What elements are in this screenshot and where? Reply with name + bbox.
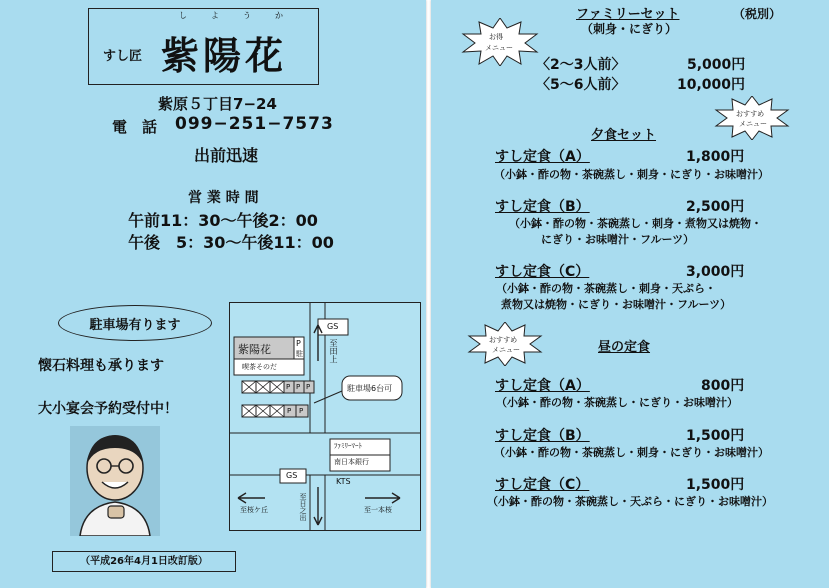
dinner-item-b-desc-1: （小鉢・酢の物・茶碗蒸し・刺身・煮物又は焼物・ [509, 217, 762, 230]
parking-text: 駐車場有ります [89, 318, 181, 333]
hours-line-1: 午前11：30〜午後2：00 [128, 211, 318, 230]
map-parking-note: 駐車場6台可 [347, 384, 393, 393]
ruby-4: か [275, 11, 283, 20]
map-gs-bottom: GS [286, 471, 298, 480]
family-set-title: ファミリーセット [576, 7, 680, 22]
map-p-cell-3: P [306, 383, 311, 391]
map-p-cell-2: P [296, 383, 301, 391]
lunch-badge-line2: メニュー [492, 346, 520, 354]
map-p-cell-1: P [286, 383, 291, 391]
map-roads [230, 303, 420, 530]
tax-note: （税別） [733, 7, 782, 21]
lunch-item-a-name: すし定食（A） [495, 378, 590, 394]
dinner-badge-line1: おすすめ [736, 110, 765, 118]
right-menu-page [431, 0, 829, 588]
chef-illustration [70, 426, 160, 536]
family-set-item-2-label: 〈5〜6人前〉 [536, 77, 626, 93]
map-p-cell-5: P [299, 407, 304, 415]
shop-name: 紫陽花 [161, 33, 288, 78]
dinner-title: 夕食セット [591, 128, 657, 143]
banquet-text: 大小宴会予約受付中！ [38, 401, 178, 417]
lunch-badge-line1: おすすめ [489, 336, 518, 344]
dinner-item-c-desc-1: （小鉢・酢の物・茶碗蒸し・刺身・天ぷら・ [496, 282, 716, 295]
lunch-item-c-desc: （小鉢・酢の物・茶碗蒸し・天ぷら・にぎり・お味噌汁） [487, 495, 773, 508]
deal-badge [461, 18, 539, 66]
family-set-item-2-price: 10,000円 [677, 77, 746, 93]
hours-title: 営 業 時 間 [188, 190, 259, 206]
map-shop-label: 紫陽花 [238, 343, 271, 356]
chef-face-icon [70, 426, 160, 536]
kaiseki-text: 懐石料理も承ります [38, 358, 164, 374]
map-p-label: P [296, 339, 301, 348]
family-set-subtitle: （刺身・にぎり） [581, 22, 678, 36]
map-left-dest: 至桜ケ丘 [240, 506, 268, 514]
shop-prefix: すし匠 [103, 49, 143, 64]
hours-line-2: 午後 5：30〜午後11：00 [128, 233, 334, 252]
map-neighbor-label: 喫茶そのだ [242, 363, 277, 371]
ruby-2: よ [211, 11, 219, 20]
lunch-recommend-badge [467, 322, 543, 366]
delivery-text: 出前迅速 [194, 146, 259, 165]
map-gs-top: GS [327, 322, 339, 331]
dinner-item-a-desc: （小鉢・酢の物・茶碗蒸し・刺身・にぎり・お味噌汁） [494, 168, 769, 181]
dinner-recommend-badge [714, 96, 790, 140]
address: 紫原５丁目7−24 [158, 95, 277, 113]
map-kts: KTS [336, 477, 351, 486]
lunch-item-a-price: 800円 [701, 378, 745, 394]
dinner-item-c-name: すし定食（C） [495, 264, 590, 280]
map-ken-label: 駐 [296, 350, 303, 358]
dinner-badge-line2: メニュー [739, 120, 767, 128]
lunch-item-b-price: 1,500円 [686, 428, 745, 444]
family-set-item-1-price: 5,000円 [687, 57, 746, 73]
dinner-item-c-price: 3,000円 [686, 264, 745, 280]
phone-label: 電 話 [112, 118, 158, 136]
parking-oval [58, 305, 212, 341]
ruby-3: う [243, 11, 251, 20]
deal-badge-line2: メニュー [485, 44, 513, 52]
lunch-item-a-desc: （小鉢・酢の物・茶碗蒸し・にぎり・お味噌汁） [496, 396, 738, 409]
map-p-cell-4: P [287, 407, 292, 415]
shop-title-box [88, 8, 319, 85]
family-set-item-1-label: 〈2〜3人前〉 [536, 57, 626, 73]
starburst-icon [461, 18, 539, 66]
dinner-item-b-name: すし定食（B） [495, 199, 590, 215]
dinner-item-c-desc-2: 煮物又は焼物・にぎり・お味噌汁・フルーツ） [501, 298, 732, 311]
map-road-bottom-label: 至日之出 [299, 493, 307, 521]
lunch-item-c-name: すし定食（C） [495, 477, 590, 493]
phone-number: 099−251−7573 [175, 114, 334, 134]
dinner-item-b-price: 2,500円 [686, 199, 745, 215]
lunch-item-b-desc: （小鉢・酢の物・茶碗蒸し・刺身・にぎり・お味噌汁） [494, 446, 769, 459]
lunch-item-b-name: すし定食（B） [495, 428, 590, 444]
lunch-item-c-price: 1,500円 [686, 477, 745, 493]
map-right-dest: 至一本桜 [364, 506, 392, 514]
deal-badge-line1: お得 [489, 33, 503, 41]
dinner-item-a-name: すし定食（A） [495, 149, 590, 165]
lunch-title: 昼の定食 [598, 340, 651, 355]
dinner-item-a-price: 1,800円 [686, 149, 745, 165]
access-map [229, 302, 421, 531]
map-family-mart: ﾌｧﾐﾘｰﾏｰﾄ [334, 442, 362, 450]
map-bank: 南日本銀行 [334, 458, 369, 466]
ruby-1: し [179, 11, 187, 20]
map-road-top-label: 至田上 [329, 339, 338, 363]
dinner-item-b-desc-2: にぎり・お味噌汁・フルーツ） [541, 233, 695, 246]
revision-note: （平成26年4月1日改訂版） [52, 551, 236, 572]
